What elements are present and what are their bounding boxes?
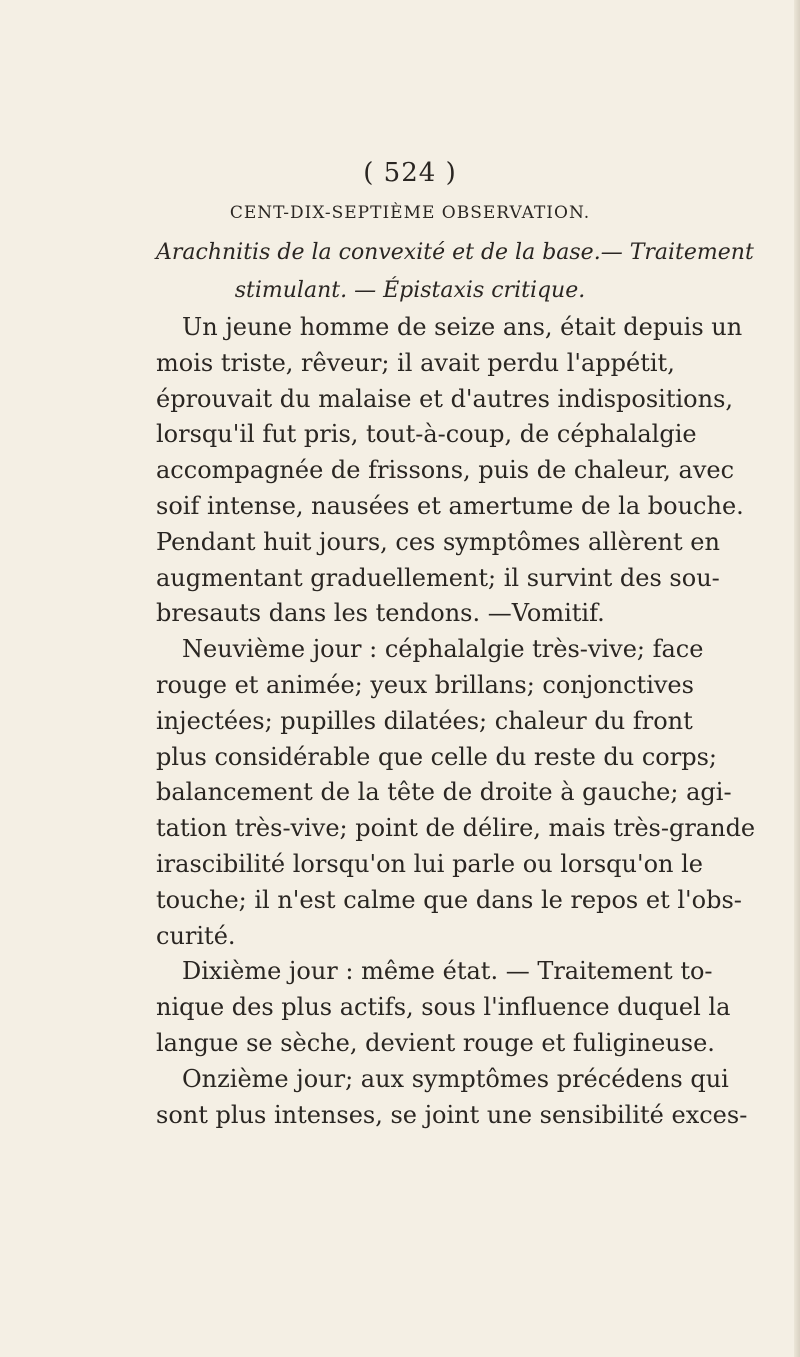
- text-line: Un jeune homme de seize ans, était depuis un: [182, 313, 743, 341]
- text-line: sont plus intenses, se joint une sensibilité exces-: [156, 1100, 748, 1129]
- body-text: [156, 310, 756, 1133]
- text-line: Neuvième jour : céphalalgie très-vive; face: [182, 635, 704, 664]
- text-line: soif intense, nausées et amertume de la bouche.: [156, 491, 744, 520]
- subtitle-line: stimulant. — Épistaxis critique.: [234, 278, 586, 303]
- text-line: Pendant huit jours, ces symptômes allèrent en: [156, 527, 720, 556]
- text-line: rouge et animée; yeux brillans; conjonctives: [156, 670, 694, 699]
- page-edge: [794, 0, 800, 1357]
- text-line: curité.: [156, 921, 236, 950]
- subtitle-line: Arachnitis de la convexité et de la base.— Traitement: [156, 240, 754, 265]
- page-number: ( 524 ): [363, 158, 457, 188]
- observation-subtitle: [156, 234, 754, 310]
- text-line: tation très-vive; point de délire, mais très-grande: [156, 814, 756, 843]
- text-line: Dixième jour : même état. — Traitement to-: [182, 957, 713, 986]
- text-line: Onzième jour; aux symptômes précédens qui: [182, 1064, 729, 1093]
- text-line: nique des plus actifs, sous l'influence duquel la: [156, 993, 731, 1022]
- text-line: plus considérable que celle du reste du corps;: [156, 742, 717, 771]
- text-line: accompagnée de frissons, puis de chaleur, avec: [156, 456, 735, 485]
- text-line: irascibilité lorsqu'on lui parle ou lorsqu'on le: [156, 849, 703, 878]
- text-line: injectées; pupilles dilatées; chaleur du front: [156, 706, 693, 735]
- observation-heading: CENT-DIX-SEPTIÈME OBSERVATION.: [229, 203, 591, 223]
- text-line: augmentant graduellement; il survint des sou-: [156, 563, 720, 592]
- text-line: lorsqu'il fut pris, tout-à-coup, de céphalalgie: [156, 420, 697, 449]
- text-line: langue se sèche, devient rouge et fuligineuse.: [156, 1028, 715, 1057]
- text-line: mois triste, rêveur; il avait perdu l'appétit,: [156, 348, 675, 377]
- text-line: balancement de la tête de droite à gauche; agi-: [156, 778, 732, 807]
- text-line: touche; il n'est calme que dans le repos et l'obs-: [156, 885, 742, 914]
- text-line: éprouvait du malaise et d'autres indispositions,: [156, 384, 734, 413]
- text-line: bresauts dans les tendons. —Vomitif.: [156, 599, 605, 628]
